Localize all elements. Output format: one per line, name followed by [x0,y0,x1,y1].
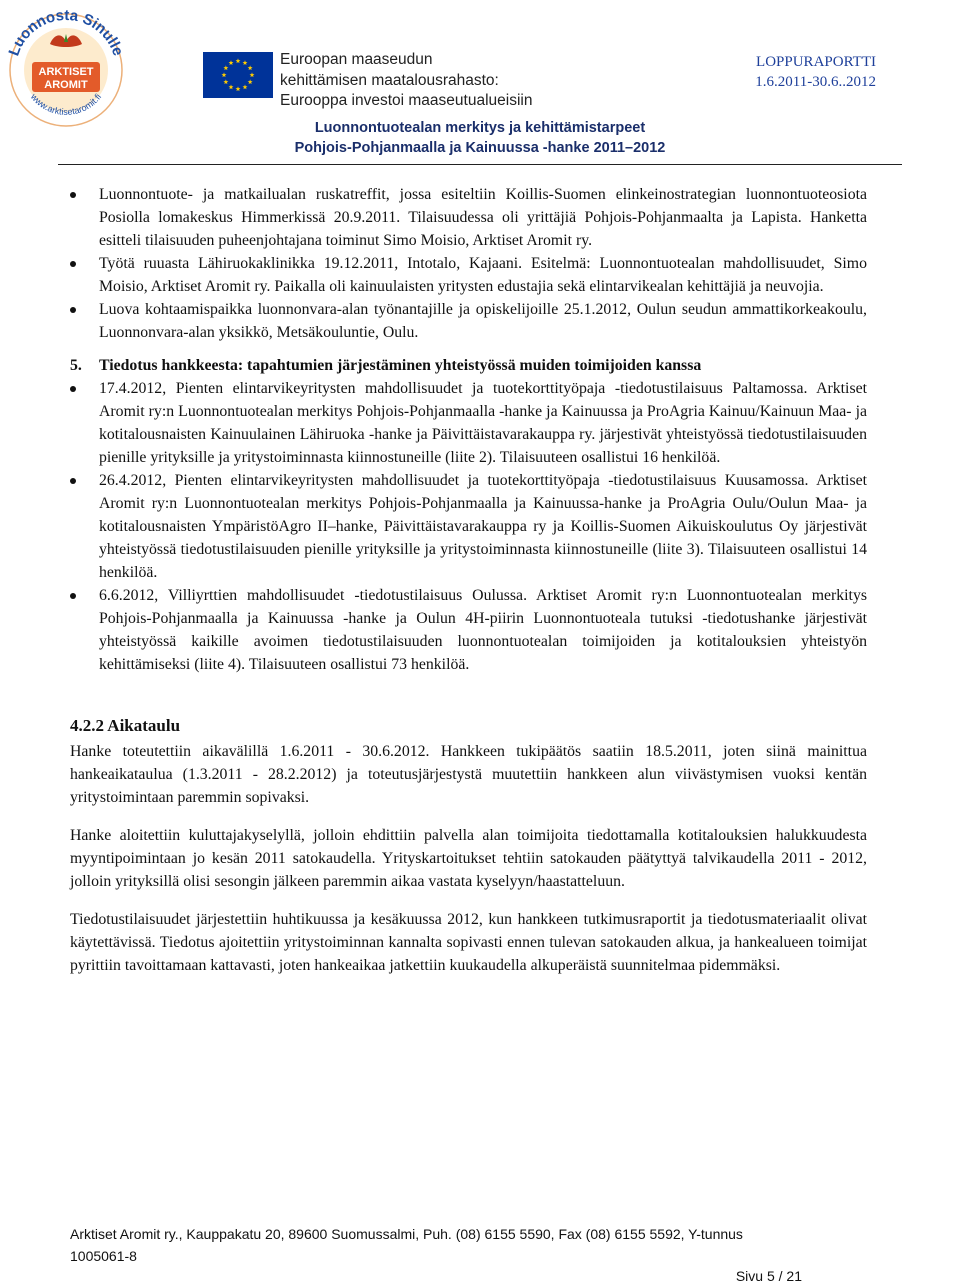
section-list [70,377,867,676]
paragraph: Hanke toteutettiin aikavälillä 1.6.2011 - 30.6.2012. Hankkeen tukipäätös saatiin 18.5.2011, joten siinä mainittua hankeaikataulua (1.3.2011 - 28.2.2012) ja toteutusjärjestystä muutettiin hankkeen alun viivästymisen vuoksi kentän yritystoimintaan paremmin sopivaksi. [70,743,867,806]
list-item-text: Työtä ruuasta Lähiruokaklinikka 19.12.2011, Intotalo, Kajaani. Esitelmä: Luonnontuotealan mahdollisuudet, Simo Moisio, Arktiset Aromit ry. Paikalla oli kainuulaisten yritysten edustajia sekä elintarvikealan kehittäjiä ja neuvojia. [99,255,867,295]
subsection-heading: 4.2.2 Aikataulu [70,716,181,735]
list-item [70,298,867,344]
paragraph: Hanke aloitettiin kuluttajakyselyllä, jolloin ehdittiin palvella alan toimijoita tiedottamalla kotitalouksien halukkuudesta myyntipoimintaan jo kesän 2011 satokaudella. Yrityskartoitukset tehtiin satokauden päätyttyä talvikaudella 2011 - 2012, jolloin yrityksillä olisi sesongin jälkeen paremmin aikaa vastata kyselyyn/haastatteluun. [70,827,867,890]
bullet-icon [70,593,76,599]
eu-funding-text [280,50,532,112]
report-title: LOPPURAPORTTI [756,54,876,70]
footer [70,1223,743,1267]
list-item [70,183,867,252]
list-item [70,377,867,469]
section-heading [70,354,867,377]
document-body [70,183,867,992]
eu-line-1: Euroopan maaseudun [280,51,433,68]
footer-address: Arktiset Aromit ry., Kauppakatu 20, 89600 Suomussalmi, Puh. (08) 6155 5590, Fax (08) 6155 5592, Y-tunnus [70,1226,743,1242]
eu-line-3: Eurooppa investoi maaseutualueisiin [280,92,533,109]
section-number: 5. [70,357,82,374]
list-item-text: 26.4.2012, Pienten elintarvikeyritysten mahdollisuudet ja tuotekorttityöpaja -tiedotustilaisuus Kuusamossa. Arktiset Aromit ry:n Luonnontuotealan merkitys Pohjois-Pohjanmaalla ja Kainuussa-hanke ja ProAgria Oulu/Oulun Maa- ja kotitalousnaisten YmpäristöAgro II–hanke, Päivittäistavarakauppa ry ja Koillis-Suomen Aikuiskoulutus Oy järjestivät yhteistyössä tiedotustilaisuuden pienille yrityksille ja yritystoiminnasta kiinnostuneille (liite 3). Tilaisuuteen osallistui 14 henkilöä. [99,472,867,581]
header-divider [58,164,902,165]
bullet-icon [70,261,76,267]
bullet-icon [70,386,76,392]
list-item-text: 6.6.2012, Villiyrttien mahdollisuudet -tiedotustilaisuus Oulussa. Arktiset Aromit ry:n Luonnontuotealan merkitys Pohjois-Pohjanmaalla ja Kainuussa -hanke ja Oulun 4H-piirin Luonnontuoteala tutuksi -tiedotushanke järjestivät yhteistyössä kaikille avoimen tiedotustilaisuuden luonnontuotealan toimijoiden ja kotitalouksien yhteistyön kehittämiseksi (liite 4). Tilaisuuteen osallistui 73 henkilöä. [99,587,867,673]
logo-box-text-1: ARKTISET [38,66,94,78]
report-label [755,52,876,92]
bullet-icon [70,192,76,198]
paragraph: Tiedotustilaisuudet järjestettiin huhtikuussa ja kesäkuussa 2012, kun hankkeen tutkimusraportit ja tiedotusmateriaalit olivat käytettävissä. Tiedotus ajoitettiin yritystoiminnan kannalta sopivasti ennen tulevan satokauden alkua, ja hankealueen toimijat pyrittiin tavoittamaan kattavasti, joten hankeaikaa jatkettiin kuukaudella alkuperäistä suunnitelmaa pidemmäksi. [70,911,867,974]
list-item-text: 17.4.2012, Pienten elintarvikeyritysten mahdollisuudet ja tuotekorttityöpaja -tiedotustilaisuus Paltamossa. Arktiset Aromit ry:n Luonnontuotealan merkitys Pohjois-Pohjanmaalla -hanke ja Kainuussa ja ProAgria Kainuu/Kainuun Maa- ja kotitalousnaisten Kainuulainen Lähiruoka -hanke ja Päivittäistavarakauppa ry. järjestivät yhteistyössä tiedotustilaisuuden pienille yrityksille ja yritystoiminnasta kiinnostuneille (liite 2). Tilaisuuteen osallistui 16 henkilöä. [99,380,867,466]
list-item [70,584,867,676]
list-item-text: Luonnontuote- ja matkailualan ruskatreffit, jossa esiteltiin Koillis-Suomen elinkeinostrategian luonnontuoteosiota Posiolla lomakeskus Himmerkissä 20.9.2011. Tilaisuudessa oli yrittäjiä Pohjois-Pohjanmaalta ja Lapista. Hanketta esitteli tilaisuuden puheenjohtajana toiminut Simo Moisio, Arktiset Aromit ry. [99,186,867,249]
page-number: Sivu 5 / 21 [735,1268,802,1284]
logo-url: www.arktisetaromit.fi [28,91,104,117]
eu-flag-icon [203,52,273,98]
project-line-1: Luonnontuotealan merkitys ja kehittämistarpeet [314,120,646,136]
list-item [70,252,867,298]
project-title [0,118,960,158]
bullet-icon [70,478,76,484]
eu-line-2: kehittämisen maatalousrahasto: [280,71,499,89]
logo-arc-text: Luonnosta Sinulle [5,6,127,59]
list-item-text: Luova kohtaamispaikka luonnonvara-alan työnantajille ja opiskelijoille 25.1.2012, Oulun seudun ammattikorkeakoulu, Luonnonvara-alan yksikkö, Metsäkouluntie, Oulu. [99,301,867,341]
arktiset-aromit-logo [2,4,130,128]
list-item [70,469,867,584]
footer-business-id: 1005061-8 [70,1248,137,1264]
project-line-2: Pohjois-Pohjanmaalla ja Kainuussa -hanke 2011–2012 [294,140,666,156]
event-list [70,183,867,344]
section-title: Tiedotus hankkeesta: tapahtumien järjestäminen yhteistyössä muiden toimijoiden kanssa [99,357,702,374]
report-period: 1.6.2011-30.6..2012 [755,74,876,90]
logo-box-text-2: AROMIT [44,79,88,91]
bullet-icon [70,307,76,313]
